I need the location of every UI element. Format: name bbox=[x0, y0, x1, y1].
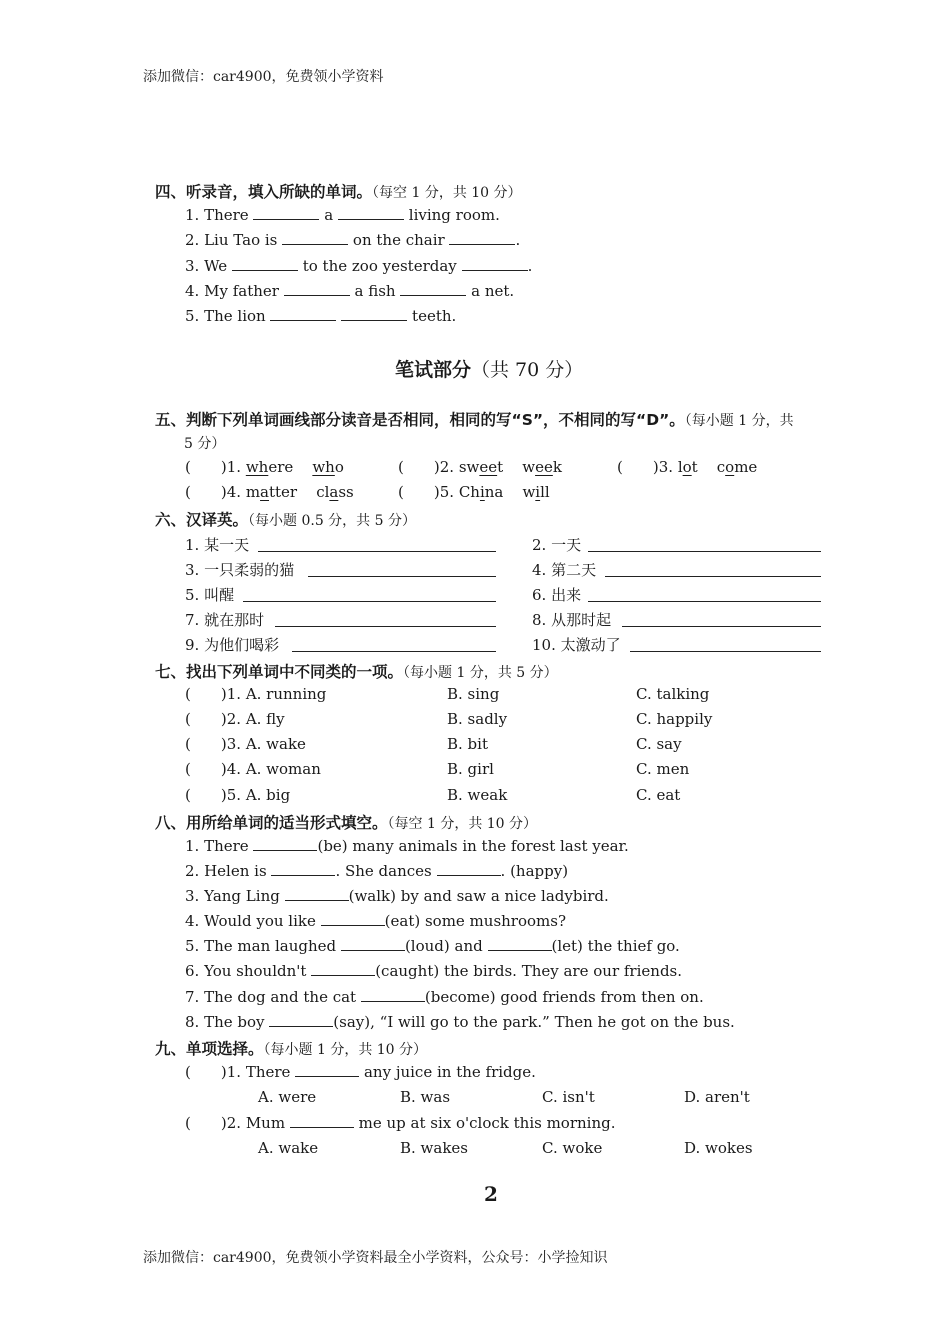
s6-right-3-line bbox=[588, 601, 821, 602]
section-6-title: 六、汉译英。（每小题 0.5 分，共 5 分） bbox=[155, 511, 416, 529]
s7-item-5-b: B. weak bbox=[447, 786, 508, 804]
s6-right-1: 2. 一天 bbox=[532, 536, 582, 554]
s9-q1-opt-c: C. isn't bbox=[542, 1088, 595, 1106]
s6-right-2-line bbox=[605, 576, 821, 577]
s4-item-4: 4. My father a fish a net. bbox=[185, 282, 515, 300]
written-part-title: 笔试部分（共 70 分） bbox=[395, 359, 584, 381]
s6-left-2: 3. 一只柔弱的猫 bbox=[185, 561, 295, 579]
section-4-note: （每空 1 分，共 10 分） bbox=[372, 185, 522, 201]
s4-item-1: 1. There a living room. bbox=[185, 206, 500, 224]
s7-item-1-b: B. sing bbox=[447, 685, 500, 703]
section-9-heading: 九、单项选择。 bbox=[155, 1040, 264, 1058]
s4-item-3: 3. We to the zoo yesterday . bbox=[185, 257, 533, 275]
s6-left-3: 5. 叫醒 bbox=[185, 586, 235, 604]
s6-right-3: 6. 出来 bbox=[532, 586, 582, 604]
section-7-heading: 七、找出下列单词中不同类的一项。 bbox=[155, 663, 404, 681]
s7-item-1-c: C. talking bbox=[636, 685, 710, 703]
s7-item-4-c: C. men bbox=[636, 760, 690, 778]
s5-item-3: ( )3. lot come bbox=[617, 458, 758, 476]
section-7-title: 七、找出下列单词中不同类的一项。（每小题 1 分，共 5 分） bbox=[155, 663, 558, 681]
s8-item-5: 5. The man laughed (loud) and (let) the thief go. bbox=[185, 937, 680, 955]
s6-left-4: 7. 就在那时 bbox=[185, 611, 265, 629]
section-9-title: 九、单项选择。（每小题 1 分，共 10 分） bbox=[155, 1040, 428, 1058]
s5-item-1: ( )1. where who bbox=[185, 458, 344, 476]
s6-left-4-line bbox=[275, 626, 496, 627]
s9-q2: ( )2. Mum me up at six o'clock this morning. bbox=[185, 1114, 616, 1132]
s4-item-2: 2. Liu Tao is on the chair . bbox=[185, 231, 521, 249]
s6-left-5-line bbox=[292, 651, 496, 652]
s7-item-3-b: B. bit bbox=[447, 735, 488, 753]
section-5-heading: 五、判断下列单词画线部分读音是否相同，相同的写“S”，不相同的写“D”。 bbox=[155, 411, 685, 429]
watermark-bottom: 添加微信：car4900，免费领小学资料最全小学资料，公众号：小学捡知识 bbox=[143, 1250, 608, 1266]
s7-item-2-b: B. sadly bbox=[447, 710, 508, 728]
s7-item-4-b: B. girl bbox=[447, 760, 494, 778]
s6-right-1-line bbox=[588, 551, 821, 552]
section-8-title: 八、用所给单词的适当形式填空。（每空 1 分，共 10 分） bbox=[155, 814, 538, 832]
s6-right-4: 8. 从那时起 bbox=[532, 611, 612, 629]
s8-item-7: 7. The dog and the cat (become) good friends from then on. bbox=[185, 988, 704, 1006]
s6-left-2-line bbox=[308, 576, 496, 577]
s6-left-1: 1. 某一天 bbox=[185, 536, 250, 554]
section-4-heading: 四、听录音，填入所缺的单词。 bbox=[155, 183, 373, 201]
s6-right-4-line bbox=[622, 626, 821, 627]
section-6-heading: 六、汉译英。 bbox=[155, 511, 249, 529]
s7-item-5: ( )5. A. big bbox=[185, 786, 291, 804]
s9-q2-opt-b: B. wakes bbox=[400, 1139, 469, 1157]
s6-left-1-line bbox=[258, 551, 496, 552]
s9-q1-opt-b: B. was bbox=[400, 1088, 451, 1106]
s5-item-4: ( )4. matter class bbox=[185, 483, 354, 501]
s8-item-4: 4. Would you like (eat) some mushrooms? bbox=[185, 912, 566, 930]
section-4-title bbox=[155, 180, 522, 202]
s7-item-2: ( )2. A. fly bbox=[185, 710, 285, 728]
s6-right-5-line bbox=[630, 651, 821, 652]
s6-right-2: 4. 第二天 bbox=[532, 561, 597, 579]
s8-item-8: 8. The boy (say), “I will go to the park.” Then he got on the bus. bbox=[185, 1013, 735, 1031]
s7-item-3-c: C. say bbox=[636, 735, 682, 753]
s7-item-3: ( )3. A. wake bbox=[185, 735, 306, 753]
s7-item-4: ( )4. A. woman bbox=[185, 760, 321, 778]
s7-item-1: ( )1. A. running bbox=[185, 685, 327, 703]
s6-left-3-line bbox=[243, 601, 496, 602]
s4-item-5: 5. The lion teeth. bbox=[185, 307, 457, 325]
s6-left-5: 9. 为他们喝彩 bbox=[185, 636, 280, 654]
page-number: 2 bbox=[484, 1182, 498, 1206]
s9-q1-opt-a: A. were bbox=[258, 1088, 317, 1106]
s8-item-6: 6. You shouldn't (caught) the birds. They are our friends. bbox=[185, 962, 683, 980]
section-5-title-cont: 5 分） bbox=[184, 436, 226, 452]
watermark-top: 添加微信：car4900，免费领小学资料 bbox=[143, 69, 384, 85]
s5-item-5: ( )5. China will bbox=[398, 483, 550, 501]
s9-q1-opt-d: D. aren't bbox=[684, 1088, 750, 1106]
s8-item-2: 2. Helen is . She dances . (happy) bbox=[185, 862, 569, 880]
section-8-heading: 八、用所给单词的适当形式填空。 bbox=[155, 814, 388, 832]
s9-q2-opt-a: A. wake bbox=[258, 1139, 319, 1157]
s6-right-5: 10. 太激动了 bbox=[532, 636, 621, 654]
s9-q2-opt-c: C. woke bbox=[542, 1139, 603, 1157]
s8-item-3: 3. Yang Ling (walk) by and saw a nice ladybird. bbox=[185, 887, 609, 905]
s5-item-2: ( )2. sweet week bbox=[398, 458, 562, 476]
s9-q2-opt-d: D. wokes bbox=[684, 1139, 753, 1157]
s7-item-5-c: C. eat bbox=[636, 786, 681, 804]
s9-q1: ( )1. There any juice in the fridge. bbox=[185, 1063, 536, 1081]
section-5-title: 五、判断下列单词画线部分读音是否相同，相同的写“S”，不相同的写“D”。（每小题 1 分，共 bbox=[155, 411, 794, 429]
s7-item-2-c: C. happily bbox=[636, 710, 713, 728]
s8-item-1: 1. There (be) many animals in the forest last year. bbox=[185, 837, 629, 855]
